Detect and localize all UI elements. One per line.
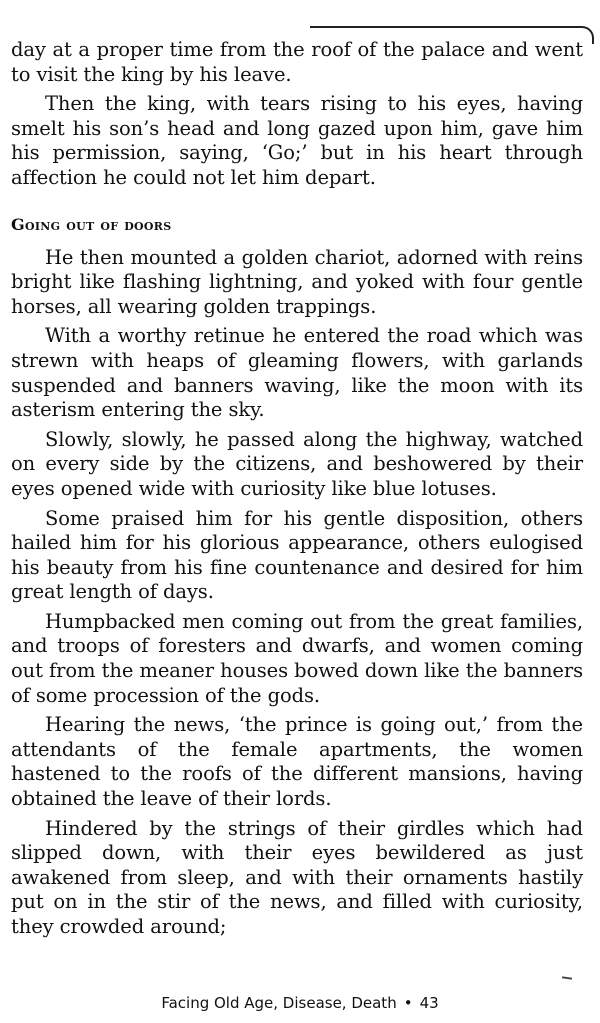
print-mark — [562, 976, 572, 979]
page-body — [11, 38, 583, 940]
page-footer — [0, 994, 600, 1012]
paragraph: Some praised him for his gentle disposition, others hailed him for his glorious appearance, others eulogised his beauty from his fine countenance and desired for him great length of days. — [11, 506, 583, 604]
paragraph-continued: day at a proper time from the roof of the palace and went to visit the king by his leave. — [11, 38, 583, 86]
paragraph: Hindered by the strings of their girdles which had slipped down, with their eyes bewildered as just awakened from sleep, and with their ornaments hastily put on in the stir of the news, and filled with curiosity, they crowded around; — [11, 816, 583, 938]
paragraph: Humpbacked men coming out from the great families, and troops of foresters and dwarfs, and women coming out from the meaner houses bowed down like the banners of some procession of the gods. — [11, 609, 583, 707]
section-heading: Going out of doors — [11, 214, 172, 234]
paragraph: He then mounted a golden chariot, adorned with reins bright like flashing lightning, and yoked with four gentle horses, all wearing golden trappings. — [11, 245, 583, 318]
page-number: 43 — [419, 994, 439, 1012]
running-title: Facing Old Age, Disease, Death — [161, 994, 397, 1012]
paragraph: Hearing the news, ‘the prince is going out,’ from the attendants of the female apartments, the women hastened to the roofs of the different mansions, having obtained the leave of their lords. — [11, 713, 583, 811]
paragraph: Slowly, slowly, he passed along the highway, watched on every side by the citizens, and beshowered by their eyes opened wide with curiosity like blue lotuses. — [11, 427, 583, 500]
footer-separator: • — [403, 994, 413, 1012]
paragraph: Then the king, with tears rising to his eyes, having smelt his son’s head and long gazed upon him, gave him his permission, saying, ‘Go;’ but in his heart through affection he could not let him depart. — [11, 92, 583, 189]
paragraph: With a worthy retinue he entered the road which was strewn with heaps of gleaming flowers, with garlands suspended and banners waving, like the moon with its asterism entering the sky. — [11, 324, 583, 422]
